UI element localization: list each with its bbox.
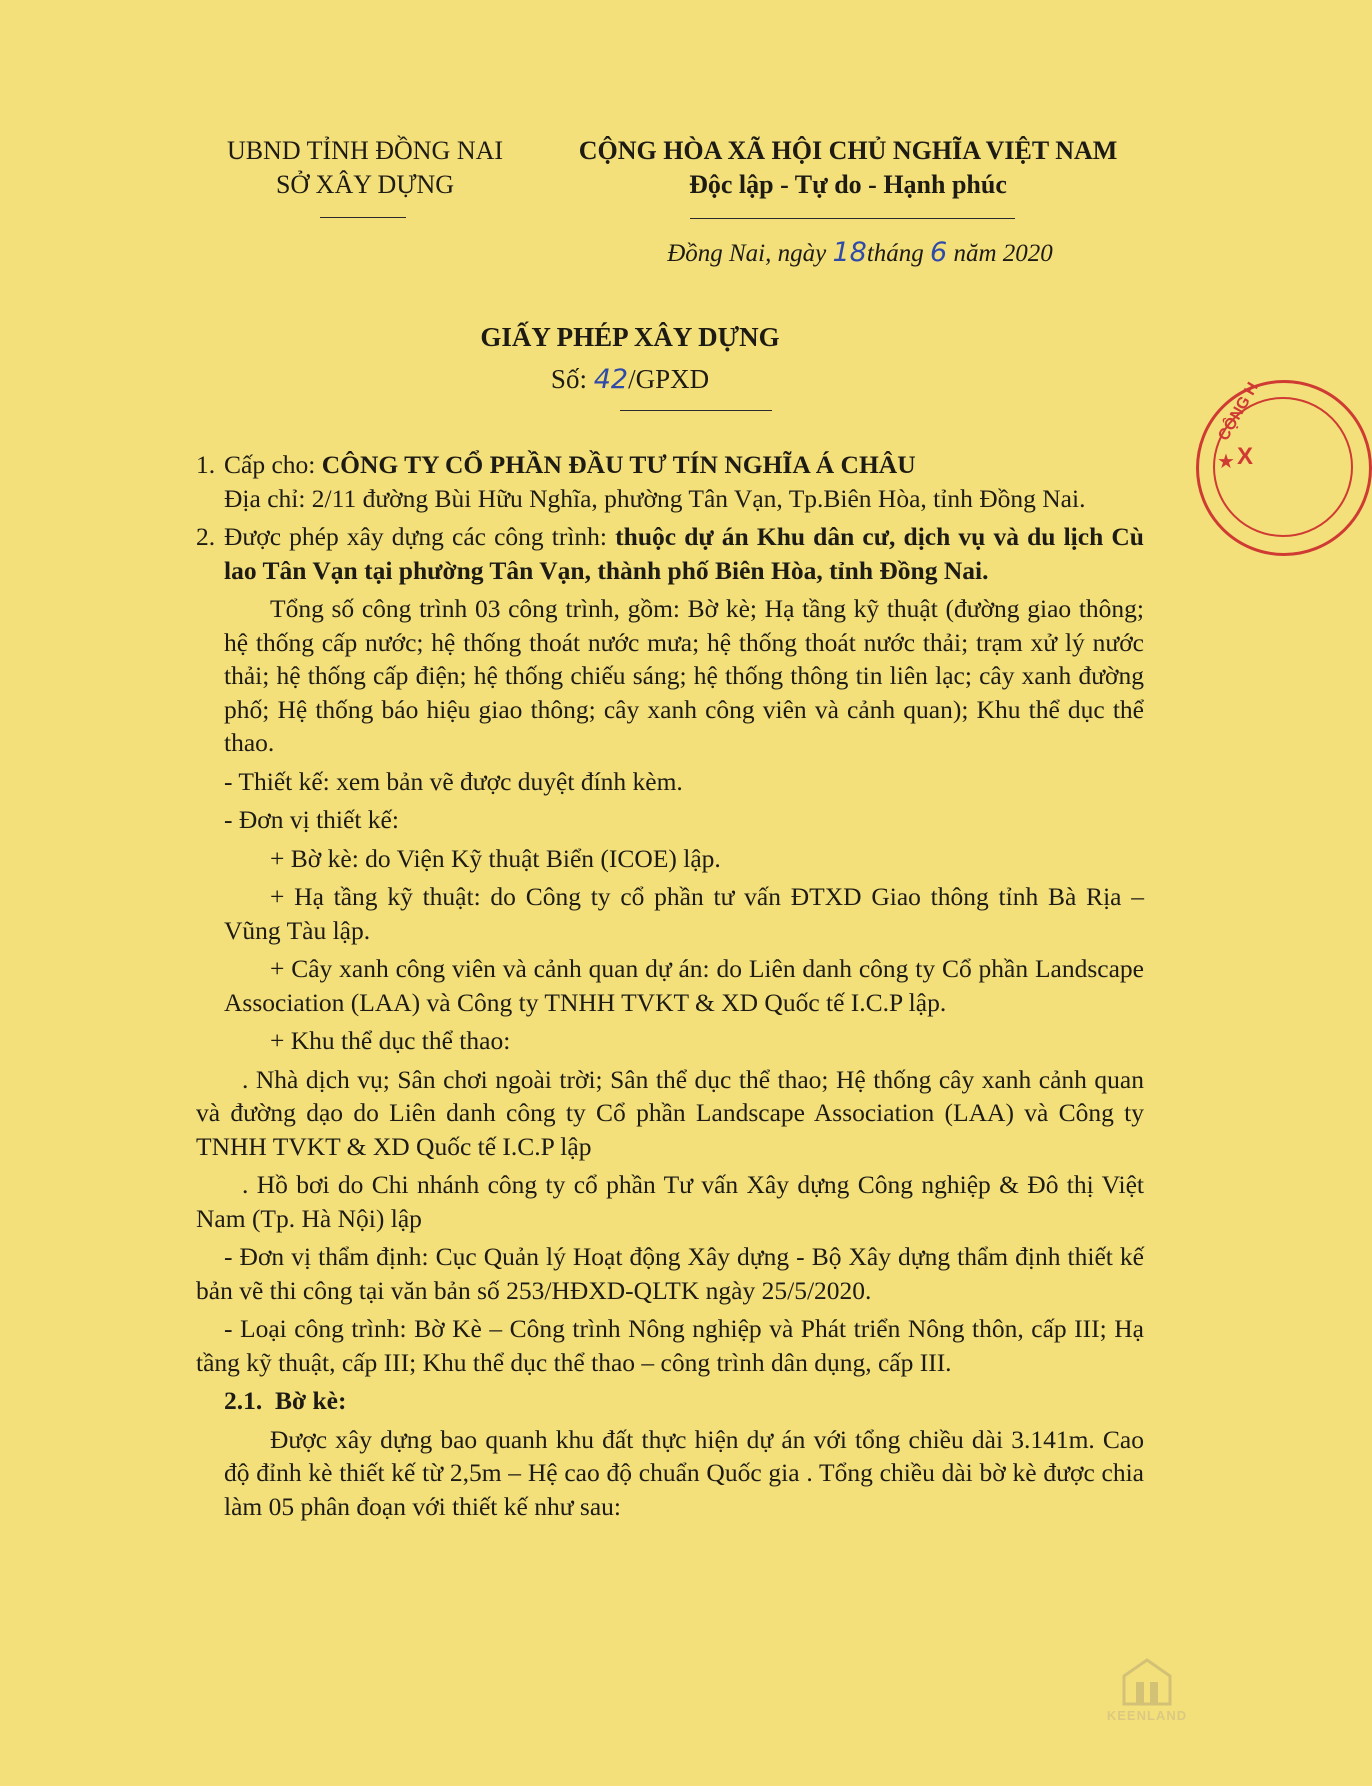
appraisal-unit: - Đơn vị thẩm định: Cục Quản lý Hoạt động Xây dựng - Bộ Xây dựng thẩm định thiết kế bản vẽ thi công tại văn bản số 253/HĐXD-QLTK ngày 25/5/2020. (196, 1242, 1144, 1305)
section-2-heading: 2. Được phép xây dựng các công trình: thuộc dự án Khu dân cư, dịch vụ và du lịch Cù lao Tân Vạn tại phường Tân Vạn, thành phố Biên Hòa, tỉnh Đồng Nai. (196, 522, 1144, 585)
date-line: Đồng Nai, ngày 18tháng 6 năm 2020 (667, 237, 1053, 268)
works-total: Tổng số công trình 03 công trình, gồm: Bờ kè; Hạ tầng kỹ thuật (đường giao thông; hệ thống cấp nước; hệ thống thoát nước mưa; hệ thống thoát nước thải; trạm xử lý nước thải; hệ thống cấp điện; hệ thống chiếu sáng; hệ thống thông tin liên lạc; cây xanh đường phố; Hệ thống báo hiệu giao thông; cây xanh công viên và cảnh quan); Khu thể dục thể thao. (224, 594, 1144, 757)
design-unit-infrastructure: + Hạ tầng kỹ thuật: do Công ty cổ phần tư vấn ĐTXD Giao thông tỉnh Bà Rịa – Vũng Tàu lập. (224, 882, 1144, 945)
title-underline (620, 410, 772, 411)
design-unit-heading: - Đơn vị thiết kế: (224, 805, 399, 834)
sports-pool: . Hồ bơi do Chi nhánh công ty cổ phần Tư vấn Xây dựng Công nghiệp & Đô thị Việt Nam (Tp. Hà Nội) lập (196, 1170, 1144, 1233)
authority-underline (320, 217, 406, 218)
design-unit-embankment: + Bờ kè: do Viện Kỹ thuật Biển (ICOE) lập. (270, 843, 721, 873)
section-1-heading: 1. Cấp cho: CÔNG TY CỔ PHẦN ĐẦU TƯ TÍN NGHĨA Á CHÂU (196, 450, 916, 479)
document-title: GIẤY PHÉP XÂY DỰNG (480, 322, 780, 352)
handwritten-number: 42 (593, 364, 629, 395)
house-logo-icon (1092, 1654, 1202, 1710)
document-body (196, 448, 1144, 1523)
document-number: Số: 42/GPXD (550, 364, 710, 395)
handwritten-month: 6 (930, 237, 948, 268)
authority-line2: SỞ XÂY DỰNG (275, 170, 455, 199)
sports-services: . Nhà dịch vụ; Sân chơi ngoài trời; Sân thể dục thể thao; Hệ thống cây xanh cảnh quan và đường dạo do Liên danh công ty Cổ phần Landscape Association (LAA) và Công ty TNHH TVKT & XD Quốc tế I.C.P lập (196, 1064, 1144, 1161)
watermark-text: KEENLAND (1106, 1708, 1188, 1723)
company-name: CÔNG TY CỔ PHẦN ĐẦU TƯ TÍN NGHĨA Á CHÂU (321, 450, 916, 479)
design-unit-sports: + Khu thể dục thể thao: (270, 1026, 511, 1055)
red-seal-stamp (1196, 380, 1372, 556)
embankment-description: Được xây dựng bao quanh khu đất thực hiện dự án với tổng chiều dài 3.141m. Cao độ đỉnh kè thiết kế từ 2,5m – Hệ cao độ chuẩn Quốc gia . Tổng chiều dài bờ kè được chia làm 05 phân đoạn với thiết kế như sau: (224, 1424, 1144, 1521)
motto-line2: Độc lập - Tự do - Hạnh phúc (689, 170, 1007, 199)
company-address: Địa chỉ: 2/11 đường Bùi Hữu Nghĩa, phường Tân Vạn, Tp.Biên Hòa, tỉnh Đồng Nai. (224, 483, 1086, 513)
seal-letter: X (1237, 443, 1254, 470)
star-icon: ★ (1217, 451, 1235, 473)
project-name: thuộc dự án Khu dân cư, dịch vụ và du lịch Cù lao Tân Vạn tại phường Tân Vạn, thành phố Biên Hòa, tỉnh Đồng Nai. (224, 522, 1144, 585)
handwritten-day: 18 (832, 237, 867, 268)
issuing-authority (205, 134, 525, 202)
motto-line1: CỘNG HÒA XÃ HỘI CHỦ NGHĨA VIỆT NAM (578, 136, 1118, 165)
design-note: - Thiết kế: xem bản vẽ được duyệt đính kèm. (224, 766, 683, 796)
motto-underline (690, 218, 1015, 219)
authority-line1: UBND TỈNH ĐỒNG NAI (226, 136, 504, 165)
keenland-watermark-logo (1092, 1654, 1202, 1734)
subsection-2-1-heading: 2.1. Bờ kè: (224, 1386, 347, 1415)
national-motto (548, 134, 1148, 202)
design-unit-greenery: + Cây xanh công viên và cảnh quan dự án: do Liên danh công ty Cổ phần Landscape Association (LAA) và Công ty TNHH TVKT & XD Quốc tế I.C.P lập. (224, 954, 1144, 1017)
work-type: - Loại công trình: Bờ Kè – Công trình Nông nghiệp và Phát triển Nông thôn, cấp III; Hạ tầng kỹ thuật, cấp III; Khu thể dục thể thao – công trình dân dụng, cấp III. (196, 1314, 1144, 1377)
seal-text: CỘNG H (1215, 379, 1262, 444)
